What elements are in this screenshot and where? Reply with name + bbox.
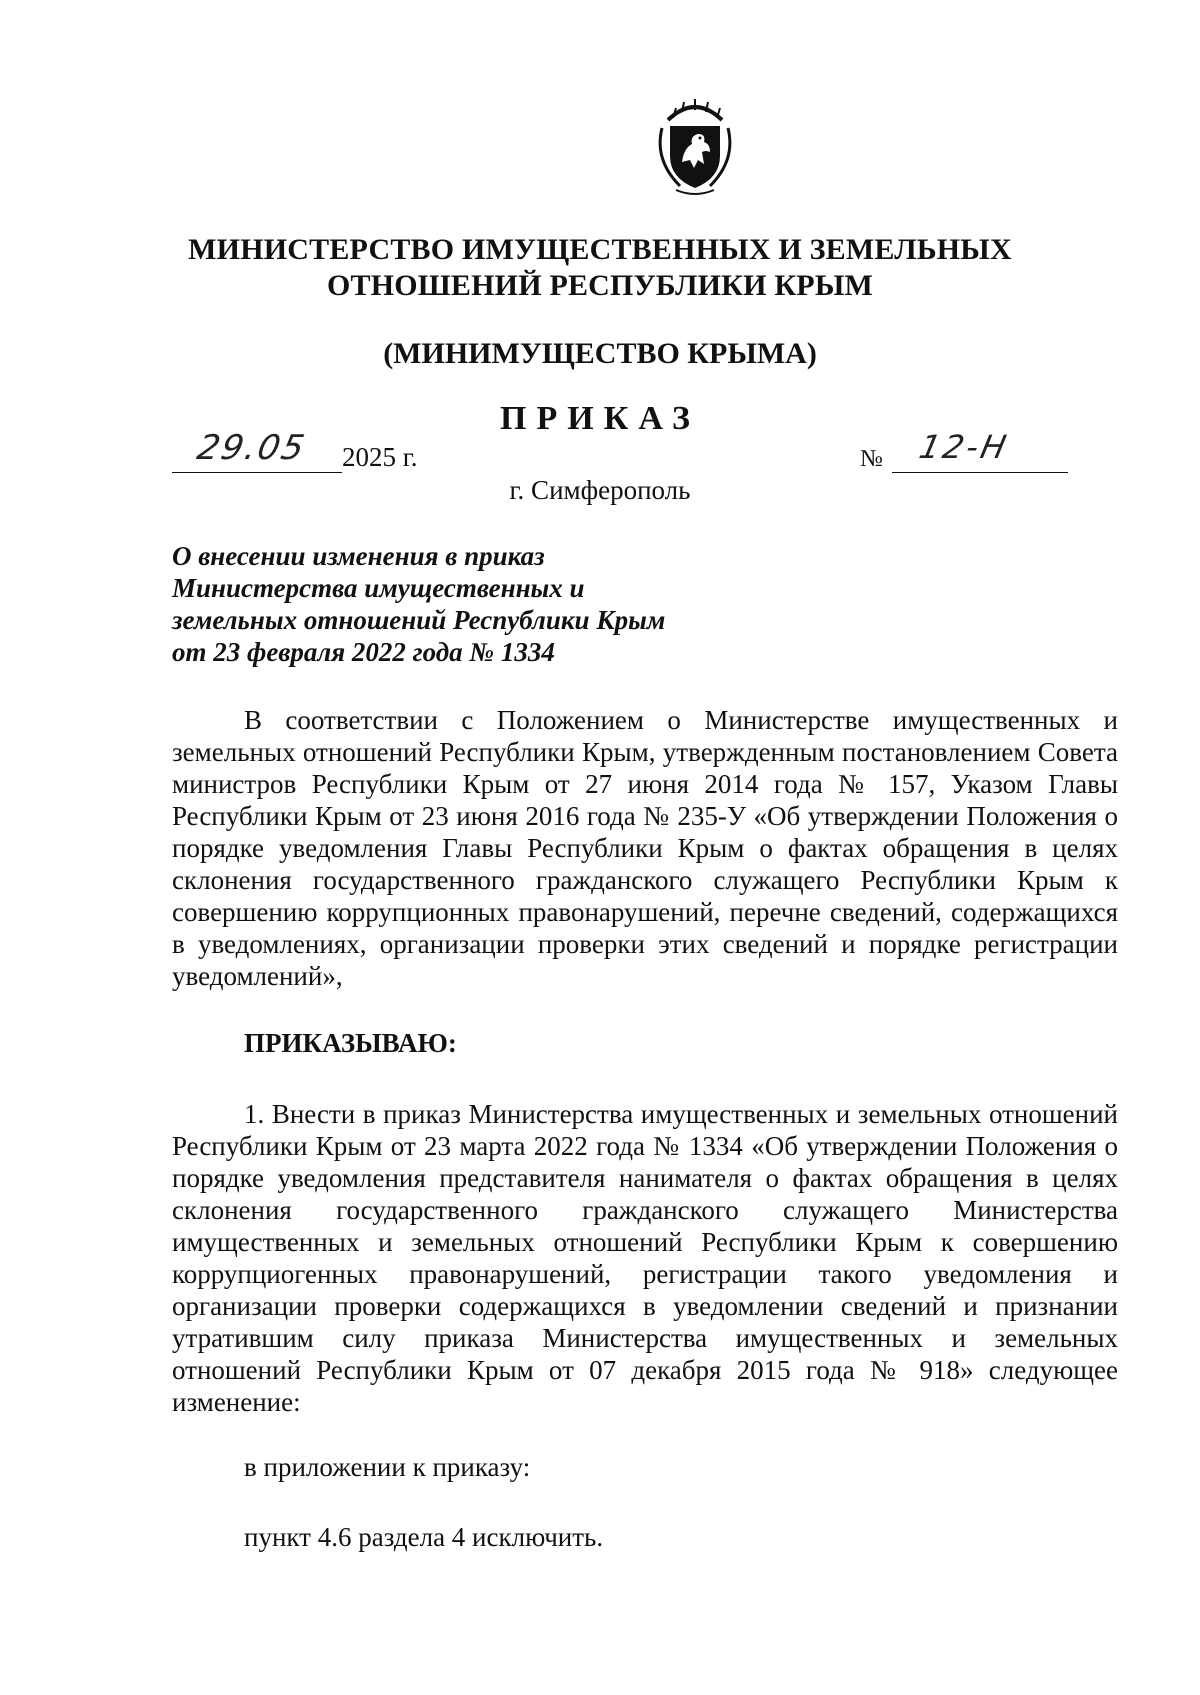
ministry-short-name: (МИНИМУЩЕСТВО КРЫМА) [383, 337, 817, 370]
subject-line3: земельных отношений Республики Крым [172, 605, 666, 635]
subject-line2: Министерства имущественных и [172, 573, 585, 603]
order-number-handwritten: 12-Н [915, 428, 1013, 466]
item-1-paragraph: 1. Внести в приказ Министерства имущественных и земельных отношений Республики Крым от 23 марта 2022 года № 1334 «Об утверждении Положения о порядке уведомления представителя нанимателя о фактах обращения в целях склонения государственного гражданского служащего Министерства имущественных и земельных отношений Республики Крым к совершению коррупциогенных правонарушений, регистрации такого уведомления и организации проверки содержащихся в уведомлении сведений и признании утратившим силу приказа Министерства имущественных и земельных отношений Республики Крым от 07 декабря 2015 года № 918» следующее изменение: [172, 1099, 1118, 1417]
order-year: 2025 г. [342, 442, 418, 472]
item-1-sub-1: в приложении к приказу: [244, 1452, 531, 1482]
order-date-handwritten: 29.05 [193, 428, 310, 468]
item-1-sub-2: пункт 4.6 раздела 4 исключить. [244, 1522, 604, 1552]
preamble-paragraph: В соответствии с Положением о Министерстве имущественных и земельных отношений Республики Крым, утвержденным постановлением Совета министров Республики Крым от 27 июня 2014 года № 157, Указом Главы Республики Крым от 23 июня 2016 года № 235-У «Об утверждении Положения о порядке уведомления Главы Республики Крым о фактах обращения в целях склонения государственного гражданского служащего Республики Крым к совершению коррупционных правонарушений, перечне сведений, содержащихся в уведомлениях, организации проверки этих сведений и порядке регистрации уведомлений», [172, 705, 1118, 991]
crimea-coat-of-arms-icon [640, 90, 750, 200]
ministry-name-line1: МИНИСТЕРСТВО ИМУЩЕСТВЕННЫХ И ЗЕМЕЛЬНЫХ [188, 233, 1012, 266]
city: г. Симферополь [509, 475, 691, 505]
order-title: ПРИКАЗ [500, 400, 700, 437]
order-number-sign: № [860, 446, 883, 472]
order-verb: ПРИКАЗЫВАЮ: [244, 1028, 457, 1058]
subject-line1: О внесении изменения в приказ [172, 541, 545, 571]
order-subject [172, 540, 772, 668]
ministry-name-line2: ОТНОШЕНИЙ РЕСПУБЛИКИ КРЫМ [326, 269, 874, 302]
ministry-name [0, 232, 1200, 304]
subject-line4: от 23 февраля 2022 года № 1334 [172, 637, 555, 667]
